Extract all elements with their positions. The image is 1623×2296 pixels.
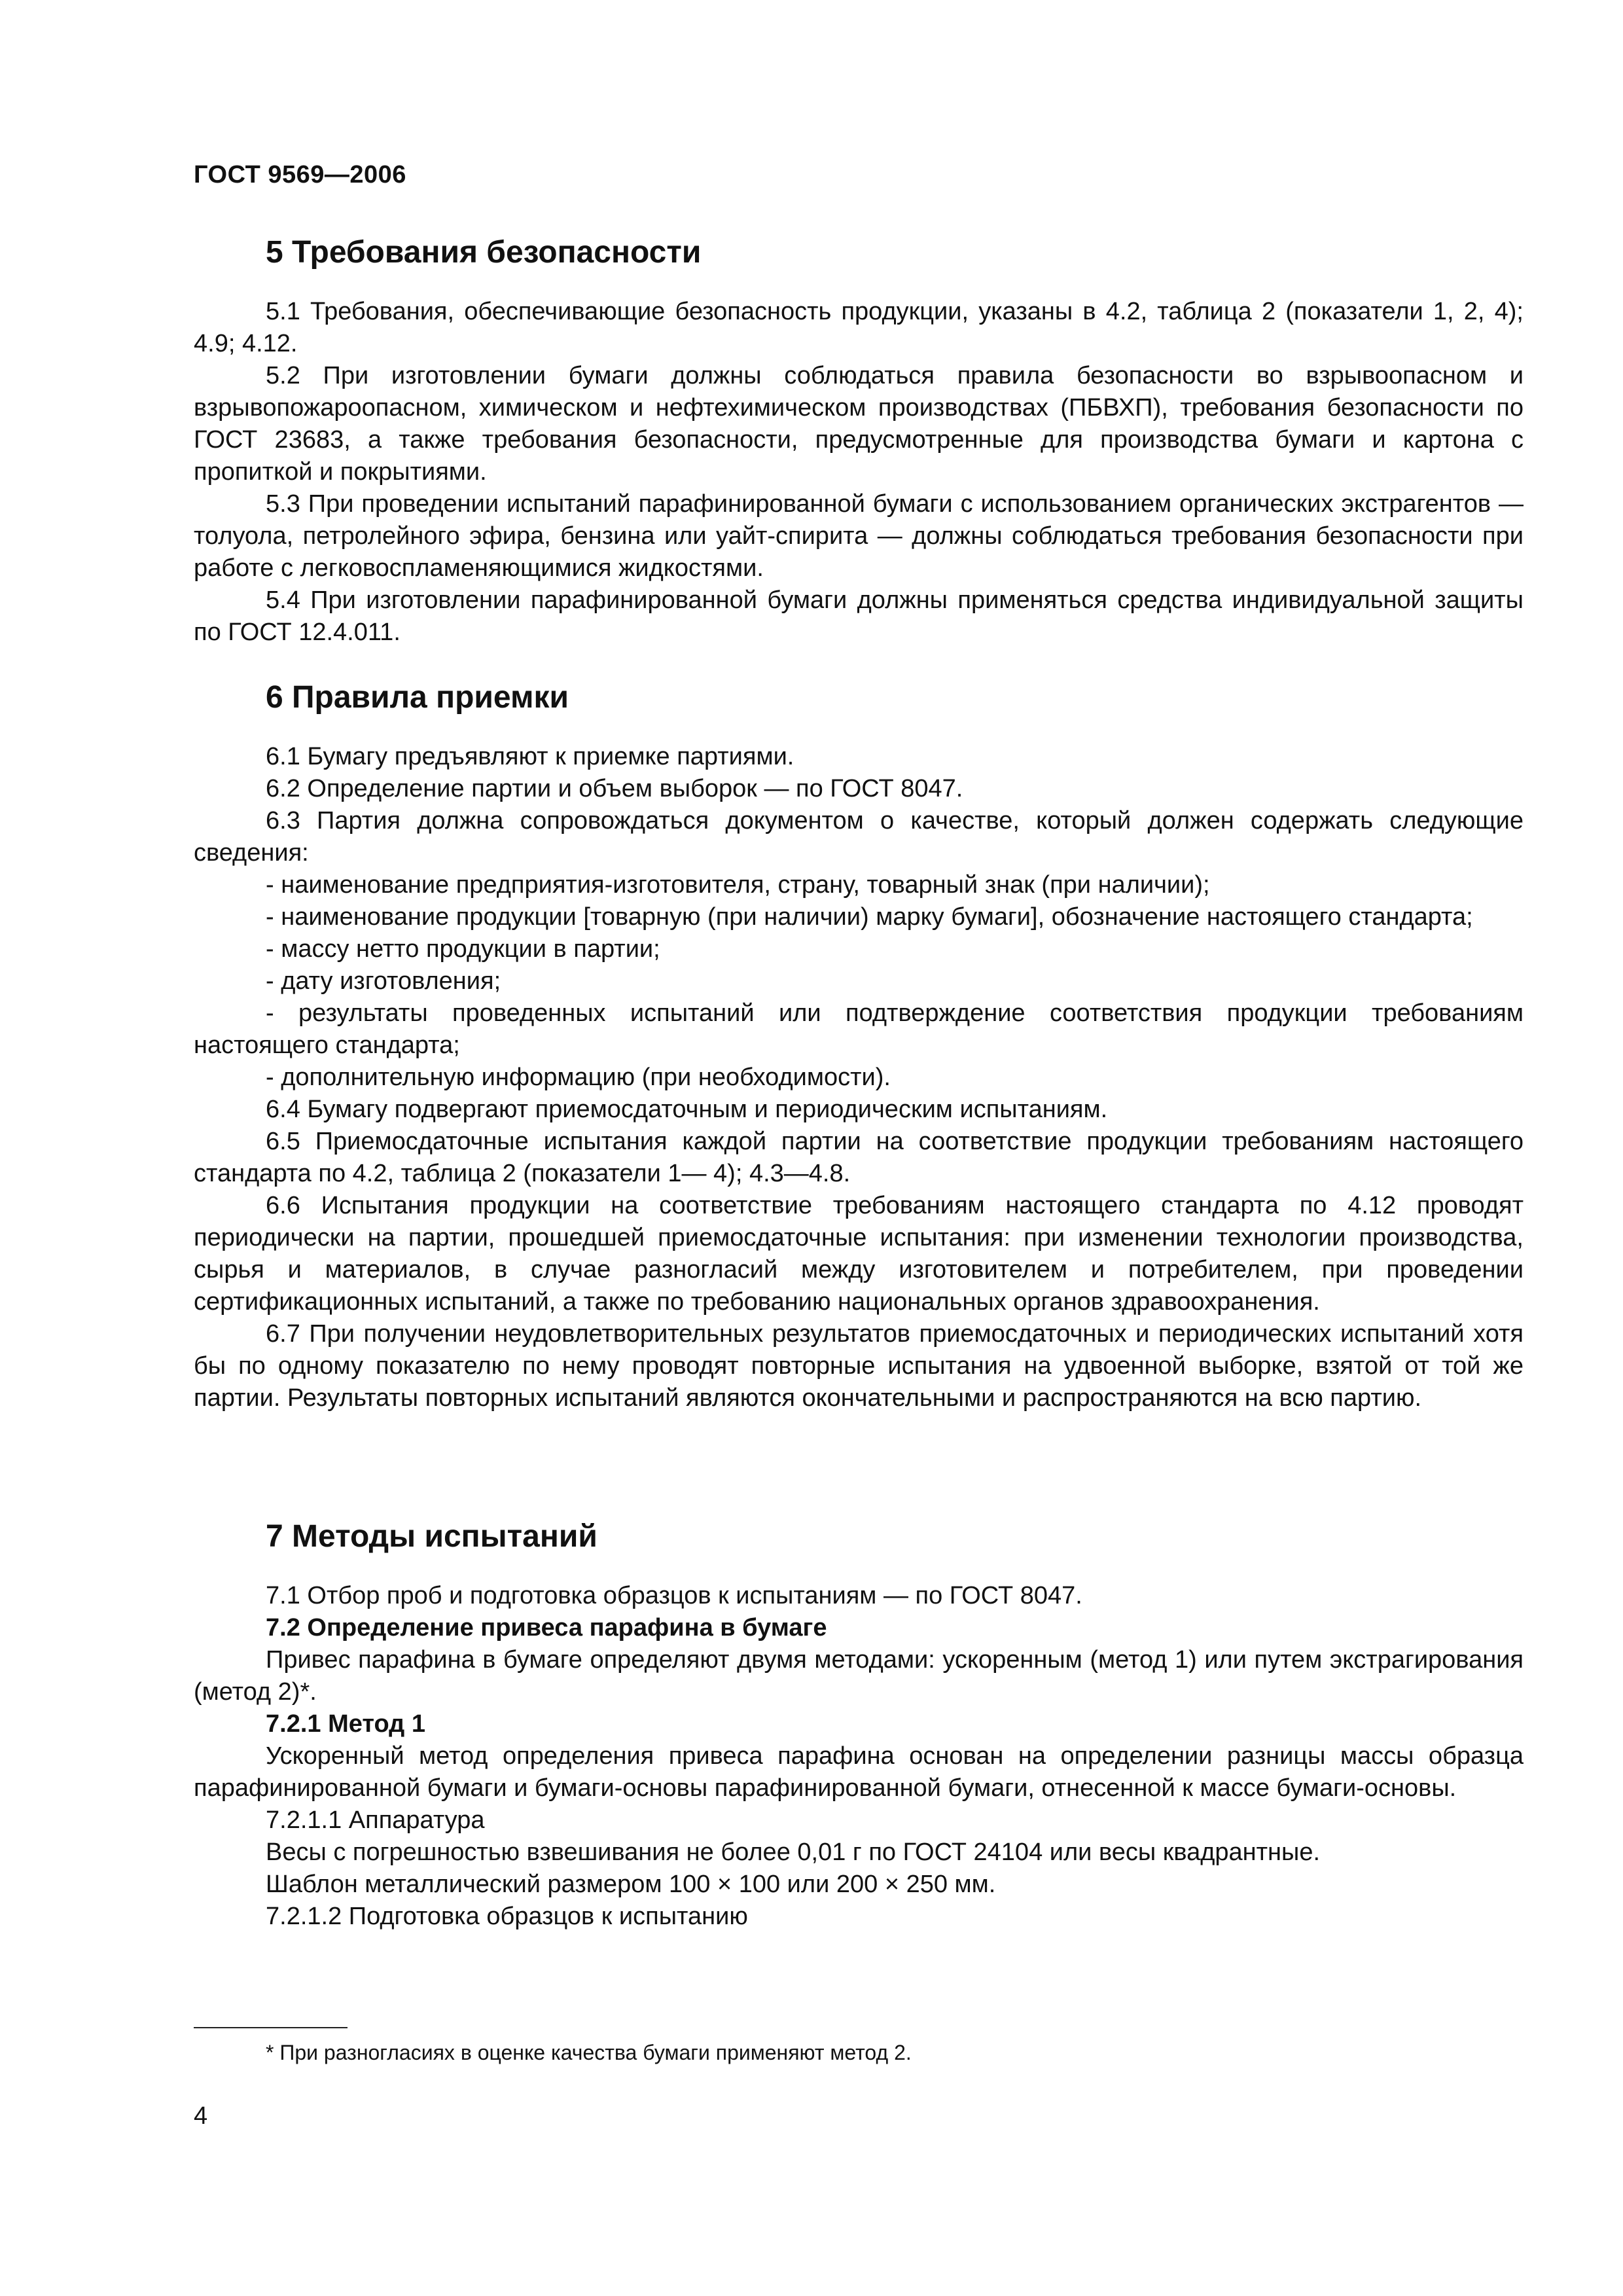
list-item-net-mass: - массу нетто продукции в партии; [266,935,660,963]
paragraph-5-3: 5.3 При проведении испытаний парафинированной бумаги с использованием органических экстрагентов — толуола, петролейного эфира, бензина или уайт-спирита — должны соблюдаться требования безопасности при работе с легковоспламеняющимися жидкостями. [194,490,1524,582]
section-5-title: 5 Требования безопасности [266,235,702,270]
list-item-product-name: - наименование продукции [товарную (при наличии) марку бумаги], обозначение настоящего стандарта; [266,903,1473,931]
subsection-7-2-heading: 7.2 Определение привеса парафина в бумаге [266,1614,827,1641]
paragraph-scales: Весы с погрешностью взвешивания не более 0,01 г по ГОСТ 24104 или весы квадрантные. [266,1839,1321,1866]
paragraph-template: Шаблон металлический размером 100 × 100 или 200 × 250 мм. [266,1871,996,1898]
document-header: ГОСТ 9569—2006 [194,161,406,188]
paragraph-7-2: Привес парафина в бумаге определяют двумя методами: ускоренным (метод 1) или путем экстрагирования (метод 2)*. [194,1646,1524,1706]
footnote-divider [194,2027,348,2028]
paragraph-5-2: 5.2 При изготовлении бумаги должны соблюдаться правила безопасности во взрывоопасном и взрывопожароопасном, химическом и нефтехимическом производствах (ПБВХП), требования безопасности по ГОСТ 23683, а также требования безопасности, предусмотренные для производства бумаги и картона с пропиткой и покрытиями. [194,362,1524,486]
section-7-body [194,1580,1524,1933]
subsection-7-2-1-heading: 7.2.1 Метод 1 [266,1710,425,1738]
paragraph-6-5: 6.5 Приемосдаточные испытания каждой партии на соответствие продукции требованиям настоящего стандарта по 4.2, таблица 2 (показатели 1— 4); 4.3—4.8. [194,1128,1524,1187]
paragraph-6-4: 6.4 Бумагу подвергают приемосдаточным и периодическим испытаниям. [266,1096,1108,1123]
paragraph-6-2: 6.2 Определение партии и объем выборок — по ГОСТ 8047. [266,775,963,802]
section-7-title: 7 Методы испытаний [266,1519,597,1554]
paragraph-5-4: 5.4 При изготовлении парафинированной бумаги должны применяться средства индивидуальной защиты по ГОСТ 12.4.011. [194,586,1524,646]
paragraph-6-3: 6.3 Партия должна сопровождаться документом о качестве, который должен содержать следующие сведения: [194,807,1524,867]
paragraph-7-2-1: Ускоренный метод определения привеса парафина основан на определении разницы массы образца парафинированной бумаги и бумаги-основы парафинированной бумаги, отнесенной к массе бумаги-основы. [194,1742,1524,1802]
paragraph-7-1: 7.1 Отбор проб и подготовка образцов к испытаниям — по ГОСТ 8047. [266,1582,1082,1609]
page-number: 4 [194,2102,208,2130]
document-page [194,0,1524,2296]
section-5-body [194,296,1524,649]
list-item-manufacturer: - наименование предприятия-изготовителя, страну, товарный знак (при наличии); [266,871,1210,899]
paragraph-7-2-1-1: 7.2.1.1 Аппаратура [266,1806,485,1834]
paragraph-6-1: 6.1 Бумагу предъявляют к приемке партиями. [266,743,794,770]
footnote: * При разногласиях в оценке качества бумаги применяют метод 2. [266,2041,912,2064]
list-item-test-results: - результаты проведенных испытаний или подтверждение соответствия продукции требованиям настоящего стандарта; [194,999,1524,1059]
paragraph-5-1: 5.1 Требования, обеспечивающие безопасность продукции, указаны в 4.2, таблица 2 (показатели 1, 2, 4); 4.9; 4.12. [194,298,1524,357]
paragraph-7-2-1-2: 7.2.1.2 Подготовка образцов к испытанию [266,1903,748,1930]
list-item-additional-info: - дополнительную информацию (при необходимости). [266,1064,891,1091]
paragraph-6-7: 6.7 При получении неудовлетворительных результатов приемосдаточных и периодических испытаний хотя бы по одному показателю по нему проводят повторные испытания на удвоенной выборке, взятой от той же партии. Результаты повторных испытаний являются окончательными и распространяются на всю партию. [194,1320,1524,1412]
paragraph-6-6: 6.6 Испытания продукции на соответствие требованиям настоящего стандарта по 4.12 проводят периодически на партии, прошедшей приемосдаточные испытания: при изменении технологии производства, сырья и материалов, в случае разногласий между изготовителем и потребителем, при проведении сертификационных испытаний, а также по требованию национальных органов здравоохранения. [194,1192,1524,1316]
section-6-title: 6 Правила приемки [266,680,569,715]
section-6-body [194,741,1524,1414]
list-item-manufacture-date: - дату изготовления; [266,967,501,995]
